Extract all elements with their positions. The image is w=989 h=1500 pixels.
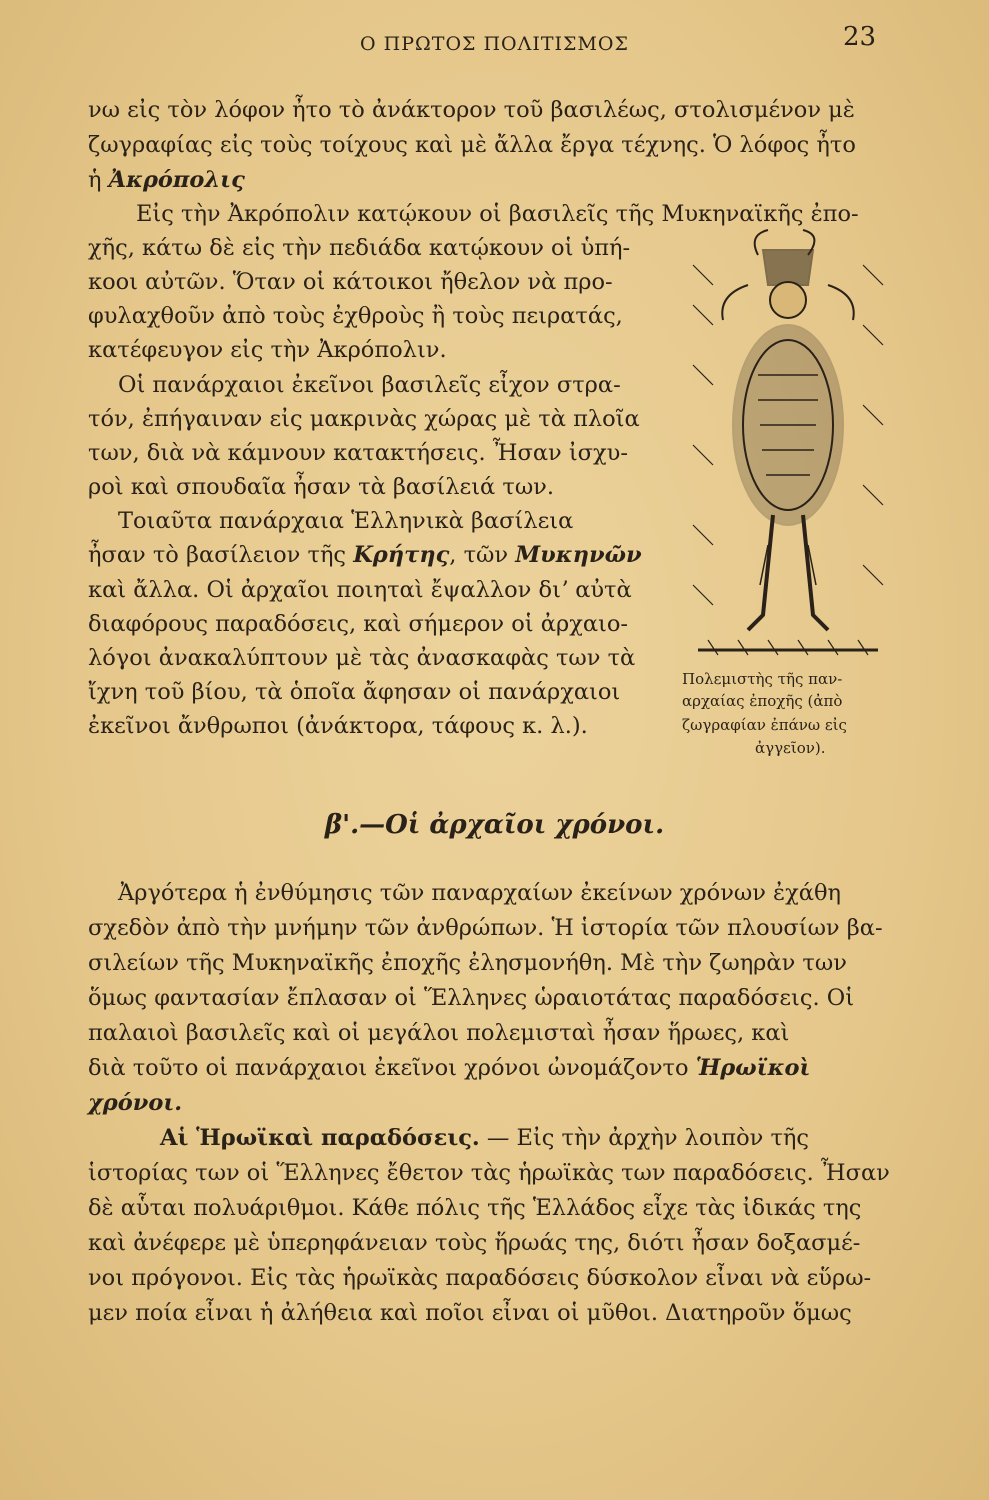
text-fragment: διὰ τοῦτο οἱ πανάρχαιοι ἐκεῖνοι χρόνοι ὠνομάζοντο — [88, 1055, 696, 1081]
term-mycenae: Μυκηνῶν — [515, 542, 642, 568]
text-line: σιλείων τῆς Μυκηναϊκῆς ἐποχῆς ἐλησμονήθη. Μὲ τὴν ζωηρὰν των — [88, 950, 847, 976]
paragraph-lead: Αἱ Ἡρωϊκαὶ παραδόσεις. — [160, 1125, 480, 1151]
term-heroic-times: Ἡρωϊκοὶ — [695, 1055, 811, 1081]
text-line: καὶ ἀνέφερε μὲ ὑπερηφάνειαν τοὺς ἥρωάς της, διότι ἦσαν δοξασμέ- — [88, 1230, 861, 1256]
text-line: δὲ αὗται πολυάριθμοι. Κάθε πόλις τῆς Ἑλλάδος εἶχε τὰς ἰδικάς της — [88, 1195, 862, 1221]
text-line: των, διὰ νὰ κάμνουν κατακτήσεις. Ἦσαν ἰσχυ- — [88, 440, 628, 466]
text-line: καὶ ἄλλα. Οἱ ἀρχαῖοι ποιηταὶ ἔψαλλον διʼ αὐτὰ — [88, 577, 632, 603]
text-line: Ἀργότερα ἡ ἐνθύμησις τῶν παναρχαίων ἐκείνων χρόνων ἐχάθη — [118, 880, 841, 906]
running-title: Ο ΠΡΩΤΟΣ ΠΟΛΙΤΙΣΜΟΣ — [360, 33, 629, 55]
warrior-drawing-icon — [688, 225, 888, 665]
text-line: ἴχνη τοῦ βίου, τὰ ὁποῖα ἄφησαν οἱ πανάρχαιοι — [88, 679, 621, 705]
text-fragment: ἦσαν τὸ βασίλειον τῆς — [88, 542, 354, 568]
text-line: ἱστορίας των οἱ Ἕλληνες ἔθετον τὰς ἡρωϊκὰς των παραδόσεις. Ἦσαν — [88, 1160, 890, 1186]
text-fragment: , τῶν — [449, 542, 516, 568]
text-line: ροὶ καὶ σπουδαῖα ἦσαν τὰ βασίλειά των. — [88, 474, 555, 500]
text-line: μεν ποία εἶναι ἡ ἀλήθεια καὶ ποῖοι εἶναι οἱ μῦθοι. Διατηροῦν ὅμως — [88, 1300, 852, 1326]
text-line: Οἱ πανάρχαιοι ἐκεῖνοι βασιλεῖς εἶχον στρα- — [118, 372, 621, 398]
text-line — [160, 1123, 809, 1153]
text-line — [88, 1053, 810, 1083]
text-line: ὅμως φαντασίαν ἔπλασαν οἱ Ἕλληνες ὡραιοτάτας παραδόσεις. Οἱ — [88, 985, 855, 1011]
text-line: τόν, ἐπήγαιναν εἰς μακρινὰς χώρας μὲ τὰ πλοῖα — [88, 406, 640, 432]
text-line: παλαιοὶ βασιλεῖς καὶ οἱ μεγάλοι πολεμισταὶ ἦσαν ἥρωες, καὶ — [88, 1020, 790, 1046]
term-acropolis: Ἀκρόπολις — [108, 167, 245, 193]
section-heading: β'.—Οἱ ἀρχαῖοι χρόνοι. — [324, 810, 665, 840]
term-heroic-times-2: χρόνοι. — [88, 1090, 183, 1116]
text-line: χῆς, κάτω δὲ εἰς τὴν πεδιάδα κατῴκουν οἱ ὑπή- — [88, 235, 631, 261]
text-line — [88, 1088, 182, 1118]
text-line: κατέφευγον εἰς τὴν Ἀκρόπολιν. — [88, 337, 447, 363]
text-line: σχεδὸν ἀπὸ τὴν μνήμην τῶν ἀνθρώπων. Ἡ ἱστορία τῶν πλουσίων βα- — [88, 915, 883, 941]
text-line: Τοιαῦτα πανάρχαια Ἑλληνικὰ βασίλεια — [118, 508, 574, 534]
text-line — [88, 165, 245, 195]
figure-caption-line: ζωγραφίαν ἐπάνω εἰς — [682, 716, 847, 734]
text-line: ἐκεῖνοι ἄνθρωποι (ἀνάκτορα, τάφους κ. λ.). — [88, 713, 588, 739]
warrior-illustration — [688, 225, 888, 665]
text-line: νοι πρόγονοι. Εἰς τὰς ἡρωϊκὰς παραδόσεις δύσκολον εἶναι νὰ εὕρω- — [88, 1265, 872, 1291]
text-fragment: — Εἰς τὴν ἀρχὴν λοιπὸν τῆς — [479, 1125, 809, 1151]
text-fragment: ἡ — [88, 167, 109, 193]
page-number: 23 — [843, 22, 877, 52]
text-line: φυλαχθοῦν ἀπὸ τοὺς ἐχθροὺς ἢ τοὺς πειρατάς, — [88, 303, 623, 329]
text-line — [88, 540, 642, 570]
text-line: κοοι αὐτῶν. Ὅταν οἱ κάτοικοι ἤθελον νὰ προ- — [88, 269, 613, 295]
text-line: λόγοι ἀνακαλύπτουν μὲ τὰς ἀνασκαφὰς των τὰ — [88, 645, 636, 671]
text-line: διαφόρους παραδόσεις, καὶ σήμερον οἱ ἀρχαιο- — [88, 611, 628, 637]
figure-caption-line: αρχαίας ἐποχῆς (ἀπὸ — [682, 692, 843, 710]
term-crete: Κρήτης — [353, 542, 450, 568]
text-line: ζωγραφίας εἰς τοὺς τοίχους καὶ μὲ ἄλλα ἔργα τέχνης. Ὁ λόφος ἦτο — [88, 132, 856, 158]
text-line: νω εἰς τὸν λόφον ἦτο τὸ ἀνάκτορον τοῦ βασιλέως, στολισμένον μὲ — [88, 97, 855, 123]
figure-caption-line: Πολεμιστὴς τῆς παν- — [682, 670, 843, 688]
figure-caption-line: ἀγγεῖον). — [755, 739, 826, 757]
text-line: Εἰς τὴν Ἀκρόπολιν κατῴκουν οἱ βασιλεῖς τῆς Μυκηναϊκῆς ἐπο- — [136, 201, 859, 227]
